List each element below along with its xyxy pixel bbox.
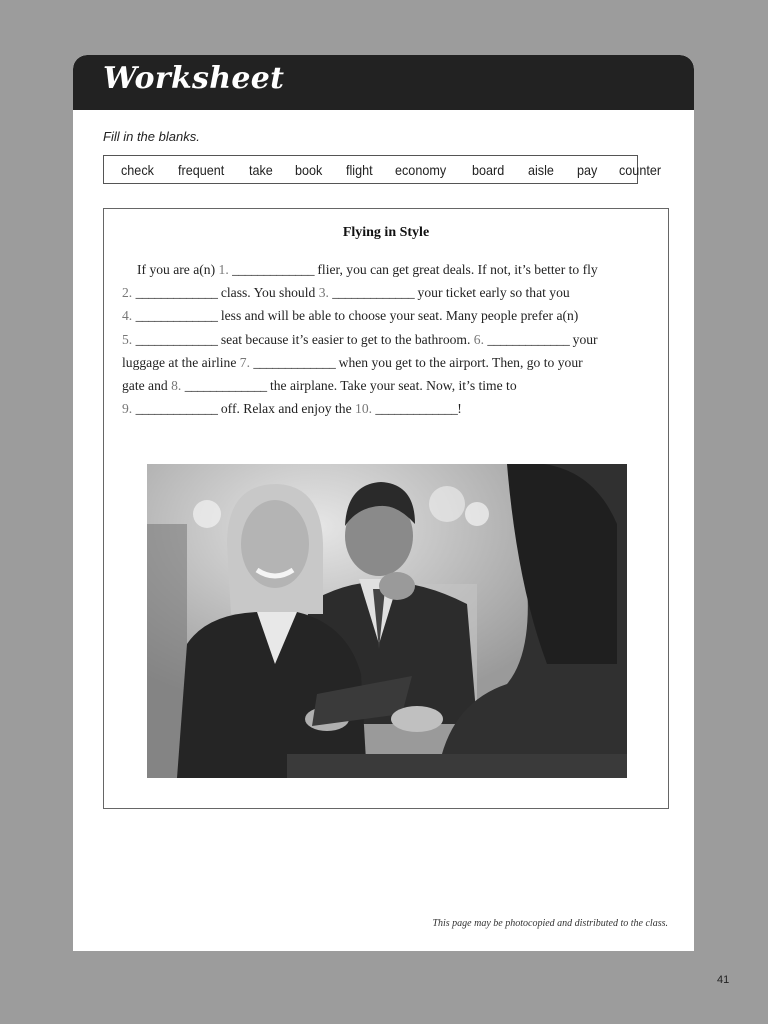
blank-number: 6. (473, 331, 484, 347)
passage-text: your (569, 331, 598, 347)
word-bank-item: aisle (527, 161, 554, 178)
blank-number: 2. (122, 285, 133, 301)
fill-blank: _____________ (232, 262, 314, 277)
passage-text: off. Relax and enjoy the (217, 401, 356, 417)
photocopy-note: This page may be photocopied and distributed to the class. (432, 918, 668, 929)
word-bank-item: flight (345, 161, 373, 178)
airport-checkin-photo (147, 464, 627, 778)
word-bank (103, 155, 662, 184)
passage-line (122, 328, 648, 351)
passage-line (122, 351, 648, 374)
fill-blank: _____________ (184, 378, 267, 394)
blank-number: 3. (318, 285, 329, 301)
passage-text: the airplane. Take your seat. Now, it’s time to (266, 378, 517, 394)
worksheet-header (73, 55, 694, 110)
word-bank-item: take (248, 161, 273, 178)
passage-text: flier, you can get great deals. If not, it’s better to fly (314, 262, 598, 277)
fill-blank: _____________ (135, 401, 218, 417)
blank-number: 4. (122, 308, 133, 324)
story-title: Flying in Style (342, 225, 430, 240)
story-box (103, 208, 669, 809)
blank-number: 5. (122, 331, 133, 347)
photo-illustration (147, 464, 627, 778)
word-bank-item: board (472, 161, 505, 178)
fill-blank: _____________ (135, 331, 218, 347)
passage-line (122, 397, 648, 420)
fill-blank: _____________ (135, 308, 218, 324)
passage-text: If you are a(n) (137, 262, 219, 277)
worksheet-page (73, 55, 694, 951)
passage-text: luggage at the airline (122, 354, 240, 370)
passage-text: gate and (122, 378, 172, 394)
blank-number: 1. (218, 262, 229, 277)
fill-blank: _____________ (487, 331, 570, 347)
passage-line (122, 374, 648, 397)
passage-text: class. You should (217, 285, 319, 301)
word-bank-item: pay (576, 161, 598, 178)
fill-blank: _____________ (135, 285, 218, 301)
blank-number: 8. (171, 378, 182, 394)
word-bank-item: book (295, 161, 323, 178)
passage-text: less and will be able to choose your seat. Many people prefer a(n) (217, 308, 579, 324)
passage-text: your ticket early so that you (414, 285, 570, 301)
word-bank-item: economy (395, 161, 447, 178)
blank-number: 10. (355, 401, 373, 417)
page-number: 41 (717, 974, 730, 986)
word-bank-item: check (121, 161, 154, 178)
word-bank-item: counter (619, 161, 662, 178)
passage-line (122, 258, 648, 281)
fill-blank: _____________ (375, 401, 458, 417)
passage-line (122, 281, 648, 304)
passage-text: seat because it’s easier to get to the bathroom. (217, 331, 474, 347)
fill-blank: _____________ (253, 354, 336, 370)
fill-blank: _____________ (332, 285, 415, 301)
word-bank-item: frequent (177, 161, 224, 178)
blank-number: 9. (122, 401, 133, 417)
blank-number: 7. (239, 354, 250, 370)
passage-text: when you get to the airport. Then, go to your (335, 354, 583, 370)
passage-text: ! (457, 401, 462, 417)
story-passage (122, 258, 648, 420)
passage-line (122, 304, 648, 327)
page-title: Worksheet (103, 61, 285, 96)
instruction-text: Fill in the blanks. (103, 129, 200, 144)
